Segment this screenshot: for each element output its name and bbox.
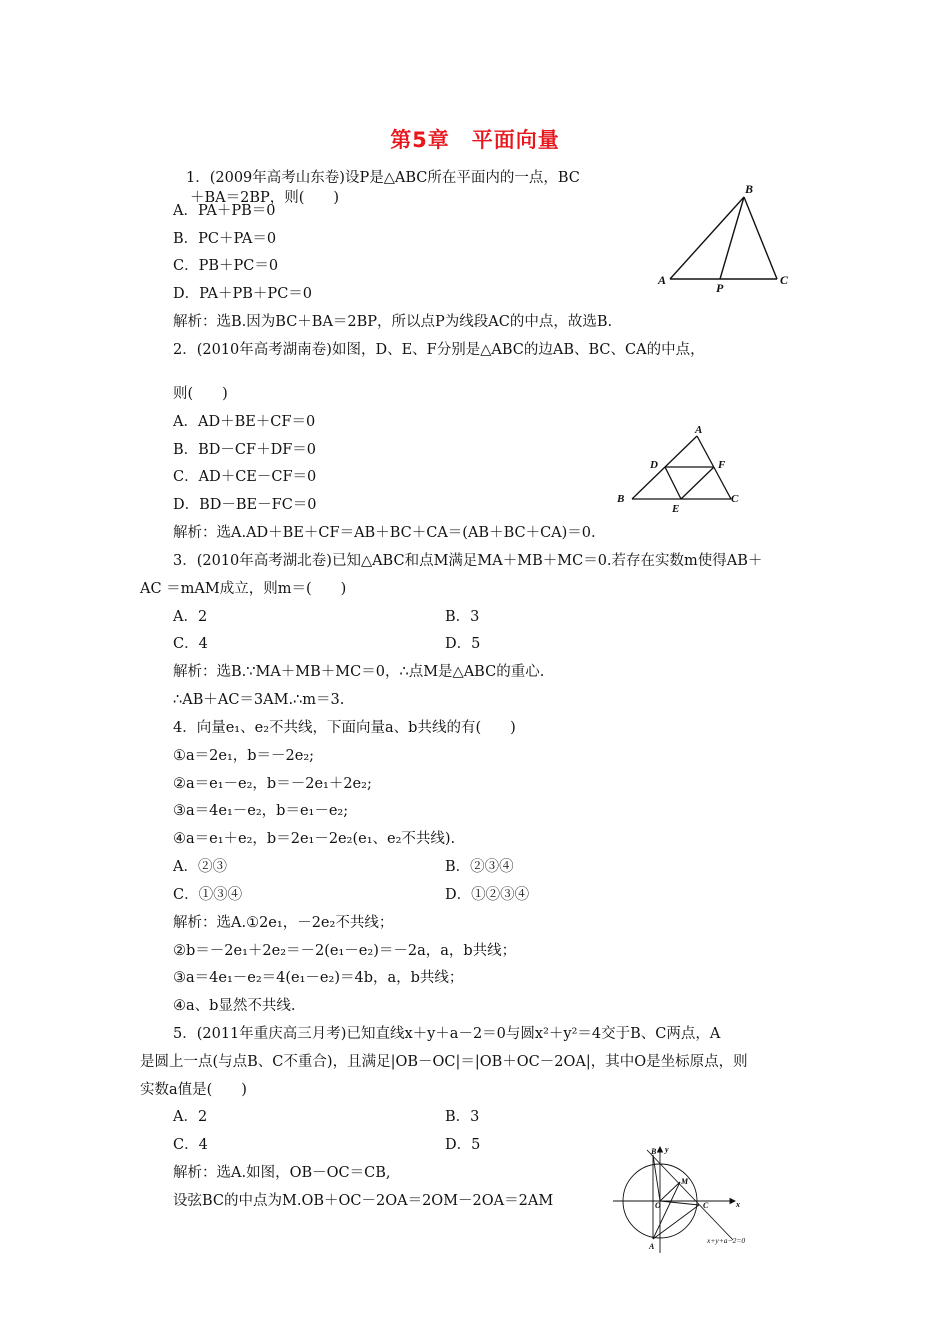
problem-3-stem: 3．(2010年高考湖北卷)已知△ABC和点M满足MA＋MB＋MC＝0.若存在实数m使得AB＋ (173, 553, 763, 569)
problem-3-stem-cont: AC ＝mAM成立，则m＝( ) (140, 581, 347, 597)
fig2-label-b: B (617, 493, 625, 505)
problem-3-option-d: D．5 (445, 636, 481, 652)
problem-1-stem-cont: ＋BA＝2BP，则( ) (190, 190, 340, 206)
problem-4-option-d: D．①②③④ (445, 887, 530, 903)
problem-5-stem: 5．(2011年重庆高三月考)已知直线x＋y＋a－2＝0与圆x²＋y²＝4交于B、C两点，A (173, 1026, 721, 1042)
problem-3-option-c: C．4 (173, 636, 208, 652)
problem-1-option-d: D．PA＋PB＋PC＝0 (173, 286, 313, 302)
problem-4-stem: 4．向量e₁、e₂不共线，下面向量a、b共线的有( ) (173, 720, 516, 736)
problem-4-solution-2: ②b＝－2e₁＋2e₂＝－2(e₁－e₂)＝－2a，a，b共线； (173, 943, 517, 959)
problem-1-option-b: B．PC＋PA＝0 (173, 231, 277, 247)
fig3-label-x: x (736, 1200, 740, 1209)
fig1-label-a: A (658, 273, 667, 287)
problem-1-solution: 解析：选B.因为BC＋BA＝2BP，所以点P为线段AC的中点，故选B. (173, 314, 613, 330)
problem-2-option-c: C．AD＋CE－CF＝0 (173, 469, 317, 485)
problem-4-option-a: A．②③ (173, 859, 227, 875)
problem-4-option-b: B．②③④ (445, 859, 514, 875)
problem-2-stem-cont: 则( ) (173, 386, 228, 402)
problem-1-option-a: A．PA＋PB＝0 (173, 203, 276, 219)
problem-2-stem: 2．(2010年高考湖南卷)如图，D、E、F分别是△ABC的边AB、BC、CA的中点， (173, 342, 705, 358)
fig1-label-c: C (780, 273, 789, 287)
problem-4-item-3: ③a＝4e₁－e₂，b＝e₁－e₂; (173, 803, 349, 819)
problem-2-solution: 解析：选A.AD＋BE＋CF＝AB＋BC＋CA＝(AB＋BC＋CA)＝0. (173, 525, 596, 541)
fig3-line-equation: x+y+a−2=0 (707, 1236, 746, 1245)
problem-2-option-d: D．BD－BE－FC＝0 (173, 497, 317, 513)
fig2-label-a: A (695, 424, 703, 436)
fig1-label-p: P (716, 281, 724, 295)
problem-4-solution-3: ③a＝4e₁－e₂＝4(e₁－e₂)＝4b，a，b共线； (173, 970, 464, 986)
problem-5-option-a: A．2 (173, 1109, 208, 1125)
problem-5-stem-cont-2: 实数a值是( ) (140, 1082, 247, 1098)
problem-3-option-b: B．3 (445, 609, 480, 625)
figure-circle-chord (605, 1145, 765, 1257)
page-title: 第5章 平面向量 (390, 128, 560, 152)
problem-1-option-c: C．PB＋PC＝0 (173, 258, 279, 274)
problem-4-solution-4: ④a、b显然不共线. (173, 998, 296, 1014)
fig2-label-d: D (650, 459, 658, 471)
problem-5-option-d: D．5 (445, 1137, 481, 1153)
problem-2-option-b: B．BD－CF＋DF＝0 (173, 442, 317, 458)
fig3-label-o: O (655, 1201, 661, 1210)
fig3-label-a: A (649, 1242, 655, 1251)
problem-2-option-a: A．AD＋BE＋CF＝0 (173, 414, 316, 430)
problem-5-option-c: C．4 (173, 1137, 208, 1153)
fig2-label-c: C (731, 493, 739, 505)
fig3-label-b: B (651, 1147, 657, 1156)
problem-5-option-b: B．3 (445, 1109, 480, 1125)
fig2-label-e: E (672, 503, 680, 515)
problem-4-item-4: ④a＝e₁＋e₂，b＝2e₁－2e₂(e₁、e₂不共线). (173, 831, 456, 847)
problem-3-option-a: A．2 (173, 609, 208, 625)
figure-triangle-abc-p (650, 178, 800, 296)
problem-4-item-2: ②a＝e₁－e₂，b＝－2e₁＋2e₂; (173, 776, 372, 792)
problem-4-option-c: C．①③④ (173, 887, 243, 903)
problem-5-solution: 解析：选A.如图，OB－OC＝CB, (173, 1165, 391, 1181)
fig1-label-b: B (745, 182, 754, 196)
problem-3-solution-cont: ∴AB＋AC＝3AM.∴m＝3. (173, 692, 345, 708)
problem-3-solution: 解析：选B.∵MA＋MB＋MC＝0，∴点M是△ABC的重心. (173, 664, 545, 680)
fig3-label-c: C (703, 1201, 709, 1210)
fig3-label-y: y (665, 1145, 669, 1154)
fig2-label-f: F (718, 459, 726, 471)
problem-4-item-1: ①a＝2e₁，b＝－2e₂; (173, 748, 315, 764)
problem-1-stem: 1．(2009年高考山东卷)设P是△ABC所在平面内的一点，BC (186, 170, 580, 186)
problem-4-solution: 解析：选A.①2e₁，－2e₂不共线； (173, 915, 394, 931)
problem-5-stem-cont: 是圆上一点(与点B、C不重合)，且满足|OB－OC|＝|OB＋OC－2OA|，其中O是坐标原点，则 (140, 1054, 748, 1070)
fig3-label-m: M (681, 1177, 689, 1186)
problem-5-solution-cont: 设弦BC的中点为M.OB＋OC－2OA＝2OM－2OA＝2AM (173, 1193, 554, 1209)
figure-triangle-midpoints (610, 420, 760, 515)
